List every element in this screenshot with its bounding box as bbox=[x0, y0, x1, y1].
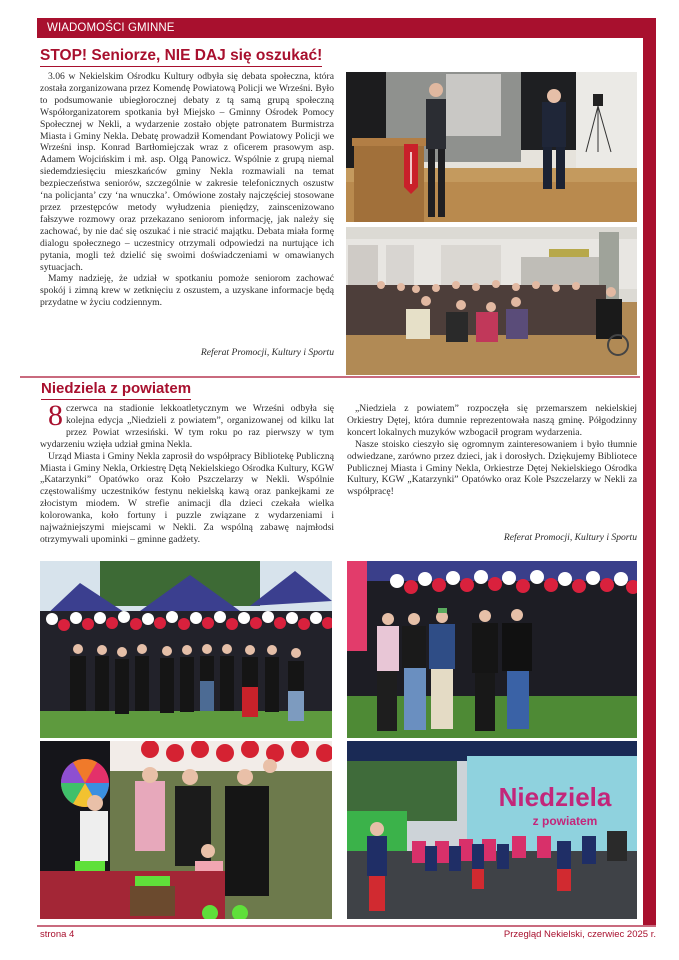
photo-stand-team bbox=[40, 561, 332, 738]
article2-body-right bbox=[347, 403, 637, 498]
article1-paragraph: 3.06 w Nekielskim Ośrodku Kultury odbyła się debata społeczna, która została zorganizowana przez Komendę Powiatową Policji we Wrześni. Było to podsumowanie ubiegłorocznej debaty z tą samą grupą społeczną Współorganizatorem spotkania był Miejsko – Gminny Ośrodek Pomocy Społecznej w Nekli, a wydarzenie zostało objęte patronatem Burmistrza Miasta i Gminy Nekla. Debatę prowadził Komendant Powiatowy Policji we Wrześni insp. Konrad Bartłomiejczak wraz z oficerem prasowym asp. Adamem Wojcińskim i mł. asp. Olgą Panowicz. Wspólnie z grupą niemal siedemdziesięciu mieszkańców gminy Nekla rozmawiali na temat bezpieczeństwa seniorów, szczególnie w zakresie telefonicznych oszustw ‘na policjanta’ czy ‘na wnuczka’. Omówione zostały najczęściej stosowane przez przestępców metody wyłudzenia pieniędzy, zainscenizowano fałszywe rozmowy oraz przekazano seniorom informację, jak należy się zachować, by nie dać się oszukać i nie stracić majątku. Debata miała formę dialogu społecznego – uczestnicy otrzymali odpowiedzi na nurtujące ich pytania, mogli też dzielić się swoimi doświadczeniami w omawianych sytuacjach. bbox=[40, 71, 334, 273]
article2-paragraph: Nasze stoisko cieszyło się ogromnym zainteresowaniem i było tłumnie odwiedzane, zarówno przez dzieci, jak i dorosłych. Dziękujemy Bibliotece Publicznej Miasta i Gminy Nekla, Orkiestrze Dętej Nekielskiego Ośrodka Kultury, KGW „Katarzynki” Opatówko oraz Kole Pszczelarzy w Nekli za współpracę! bbox=[347, 438, 637, 498]
stage-banner-title: Niedziela bbox=[498, 782, 612, 812]
article-title-niedziela-z-powiatem: Niedziela z powiatem bbox=[41, 379, 191, 400]
drop-cap: 8 bbox=[48, 399, 63, 432]
section-header: WIADOMOŚCI GMINNE bbox=[37, 18, 656, 38]
photo-brass-band bbox=[347, 741, 637, 919]
stage-banner-subtitle: z powiatem bbox=[532, 814, 598, 828]
footer-divider bbox=[37, 925, 656, 927]
photo-stand-team-image bbox=[40, 561, 332, 738]
article2-paragraph: Urząd Miasta i Gminy Nekla zaprosił do współpracy Bibliotekę Publiczną Miasta i Gminy Nekla, Orkiestrę Dętą Nekielskiego Ośrodka Kultury, KGW „Katarzynki” Opatówko oraz Koło Pszczelarzy w Nekli. Wspólnie częstowaliśmy uczestników festynu nekielską kawą oraz pankejkami ze złocistym miodem. W strefie animacji dla dzieci czekała wielka kolorowanka, koło fortuny i puzzle związane z wydarzeniami i najważniejszymi miejscami w Nekli. Za wspólną zabawę najmłodsi otrzymywali upominki – gminne gadżety. bbox=[40, 450, 334, 545]
photo-children-activities-image bbox=[40, 741, 332, 919]
photo-debate-audience-image bbox=[346, 227, 637, 375]
page-number: strona 4 bbox=[40, 929, 75, 940]
decorative-side-bar bbox=[643, 18, 656, 926]
photo-brass-band-image bbox=[347, 741, 637, 919]
article1-signature: Referat Promocji, Kultury i Sportu bbox=[200, 347, 334, 358]
article1-paragraph: Mamy nadzieję, że udział w spotkaniu pomoże seniorom zachować spokój i zimną krew w zetknięciu z oszustem, a uzyskane informacje będą przydatne w życiu codziennym. bbox=[40, 273, 334, 309]
article2-body-left bbox=[40, 399, 334, 546]
article1-body bbox=[40, 71, 334, 309]
photo-debate-audience bbox=[346, 227, 637, 375]
article2-paragraph: „Niedziela z powiatem” rozpoczęła się przemarszem nekielskiej Orkiestry Dętej, która dumnie reprezentowała naszą gminę. Półgodzinny koncert lokalnych muzyków wzbogacił program wydarzenia. bbox=[347, 403, 637, 438]
photo-debate-stage bbox=[346, 72, 637, 222]
section-divider bbox=[20, 376, 640, 378]
photo-children-activities bbox=[40, 741, 332, 919]
photo-officials-image bbox=[347, 561, 637, 738]
article2-paragraph bbox=[40, 399, 334, 451]
photo-officials bbox=[347, 561, 637, 738]
photo-debate-stage-image bbox=[346, 72, 637, 222]
article2-signature: Referat Promocji, Kultury i Sportu bbox=[503, 532, 637, 543]
article-title-stop-seniorze: STOP! Seniorze, NIE DAJ się oszukać! bbox=[40, 46, 322, 67]
publication-info: Przegląd Nekielski, czerwiec 2025 r. bbox=[503, 929, 656, 940]
article2-paragraph-text: czerwca na stadionie lekkoatletycznym we Wrześni odbyła się kolejna edycja „Niedzieli z powiatem”, organizowanej od kilku lat przez Powiat wrzesiński. W tym roku po raz pierwszy w tym wydarzeniu wzięła udział gmina Nekla. bbox=[40, 403, 334, 450]
